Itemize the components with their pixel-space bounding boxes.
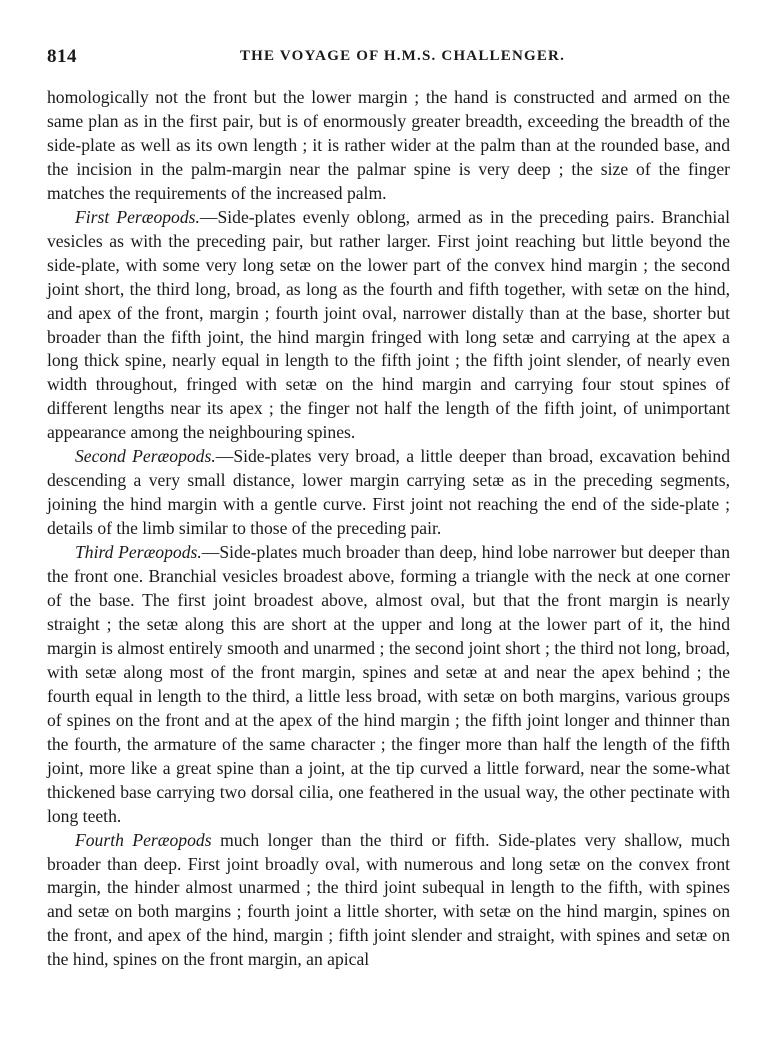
paragraph-text: —Side-plates evenly oblong, armed as in the preceding pairs. Branchial vesicles as with the preceding pair, but rather larger. First joint reaching but little beyond the side-plate, with some very long setæ on the lower part of the convex hind margin ; the second joint short, the third long, broad, as long as the fourth and fifth together, with setæ on the hind, and apex of the front, margin ; fourth joint oval, narrower distally than at the base, shorter but broader than the fifth joint, the hind margin fringed with long setæ and carrying at the apex a long thick spine, nearly equal in length to the fifth joint ; the fifth joint slender, of nearly even width throughout, fringed with setæ on the hind margin and carrying four stout spines of different lengths near its apex ; the finger not half the length of the fifth joint, of unimportant appearance among the neighbouring spines. xyxy=(47,206,730,443)
paragraph-lead: Third Peræopods. xyxy=(75,542,202,563)
body-text xyxy=(47,86,730,972)
paragraph-lead: Fourth Peræopods xyxy=(75,829,212,850)
running-head xyxy=(47,46,730,70)
page-number: 814 xyxy=(47,46,77,67)
paragraph-text: —Side-plates very broad, a little deeper than broad, excavation behind descending a very small distance, lower margin carrying setæ as in the preceding segments, joining the hind margin with a gentle curve. First joint not reaching the end of the side-plate ; details of the limb similar to those of the preceding pair. xyxy=(47,446,730,539)
running-title: THE VOYAGE OF H.M.S. CHALLENGER. xyxy=(239,48,566,64)
paragraph-third-peraeopods xyxy=(47,541,730,828)
paragraph-text: much longer than the third or fifth. Side-plates very shallow, much broader than deep. First joint broadly oval, with numerous and long setæ on the convex front margin, the hinder almost unarmed ; the third joint subequal in length to the fifth, with spines and setæ on both margins ; fourth joint a little shorter, with setæ on the hind margin, spines on the front, and apex of the hind, margin ; fifth joint slender and straight, with spines and setæ on the hind, spines on the front margin, an apical xyxy=(47,829,730,970)
paragraph-text: —Side-plates much broader than deep, hind lobe narrower but deeper than the front one. Branchial vesicles broadest above, forming a triangle with the neck at one corner of the base. The first joint broadest above, almost oval, but that the front margin is nearly straight ; the setæ along this are short at the upper and long at the lower part of it, the hind margin is almost entirely smooth and unarmed ; the second joint short ; the third not long, broad, with setæ along most of the front margin, spines and setæ at and near the apex behind ; the fourth equal in length to the third, a little less broad, with setæ on both margins, various groups of spines on the front and at the apex of the hind margin ; the fifth joint longer and thinner than the fourth, the armature of the same character ; the finger more than half the length of the fifth joint, more like a great spine than a joint, at the tip curved a little forward, near the some-what thickened base carrying two dorsal cilia, one feathered in the usual way, the other pectinate with long teeth. xyxy=(47,542,731,826)
paragraph-lead: First Peræopods. xyxy=(75,206,200,227)
paragraph-fourth-peraeopods xyxy=(47,829,730,973)
paragraph-text: homologically not the front but the lower margin ; the hand is constructed and armed on the same plan as in the first pair, but is of enormously greater breadth, exceeding the breadth of the side-plate as well as its own length ; it is rather wider at the palm than at the rounded base, and the incision in the palm-margin near the palmar spine is very deep ; the size of the finger matches the requirements of the increased palm. xyxy=(47,87,730,203)
paragraph-continuation xyxy=(47,86,730,206)
paragraph-second-peraeopods xyxy=(47,445,730,541)
paragraph-lead: Second Peræopods. xyxy=(75,446,216,467)
paragraph-first-peraeopods xyxy=(47,206,730,446)
